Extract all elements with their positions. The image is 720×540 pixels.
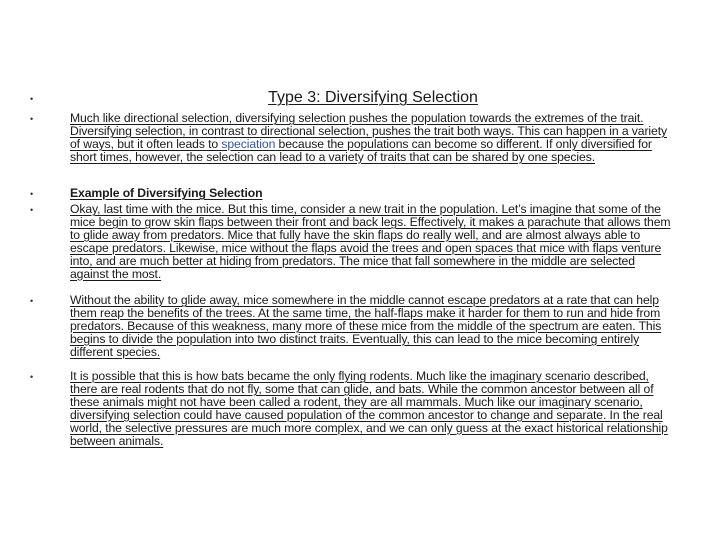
bullet-marker: •	[30, 94, 34, 104]
paragraph-text: because the populations can become so different. If only diversified for short times, however, the selection can lead to a variety of traits that can be shared by one species.	[70, 136, 652, 164]
bullet-marker: •	[30, 189, 34, 199]
paragraph-diversifying-definition	[70, 112, 676, 164]
paragraph-text: Okay, last time with the mice. But this time, consider a new trait in the population. Let’s imagine that some of the mice begin to grow skin flaps between their front and back legs. Effectively, it makes a parachute that allows them to glide away from predators. Mice that fully have the skin flaps do really well, and are almost always able to escape predators. Likewise, mice without the flaps avoid the trees and open spaces that mice with flaps venture into, and are much better at hiding from predators. The mice that fall somewhere in the middle are selected against the most.	[70, 202, 671, 281]
title-row	[70, 88, 676, 108]
bullet-marker: •	[30, 114, 34, 124]
example-heading: Example of Diversifying Selection	[70, 186, 263, 200]
paragraph-middle-mice	[70, 294, 676, 359]
paragraph-text: Much like directional selection, diversifying selection pushes the population towards the extremes of the trait. Diversifying selection, in contrast to directional selection, pushes the trait both ways. This can happen in a variety of ways, but it often leads to	[70, 111, 667, 151]
example-heading-row	[70, 187, 676, 200]
bullet-marker: •	[30, 372, 34, 382]
speciation-link[interactable]: speciation	[221, 136, 276, 151]
bullet-marker: •	[30, 296, 34, 306]
paragraph-text: It is possible that this is how bats became the only flying rodents. Much like the imaginary scenario described, there are real rodents that do not fly, some that can glide, and bats. While the common ancestor between all of these animals might not have been called a rodent, they are all mammals. Much like our imaginary scenario, diversifying selection could have caused population of the common ancestor to change and separate. In the real world, the selective pressures are much more complex, and we can only guess at the exact historical relationship between animals.	[70, 369, 668, 448]
bullet-marker: •	[30, 205, 34, 215]
paragraph-text: Without the ability to glide away, mice somewhere in the middle cannot escape predators at a rate that can help them reap the benefits of the trees. At the same time, the half-flaps make it harder for them to run and hide from predators. Because of this weakness, many more of these mice from the middle of the spectrum are eaten. This begins to divide the population into two distinct traits. Eventually, this can lead to the mice becoming entirely different species.	[70, 293, 662, 359]
paragraph-mice-example	[70, 203, 676, 280]
slide-title: Type 3: Diversifying Selection	[268, 89, 478, 106]
paragraph-bats	[70, 370, 676, 447]
